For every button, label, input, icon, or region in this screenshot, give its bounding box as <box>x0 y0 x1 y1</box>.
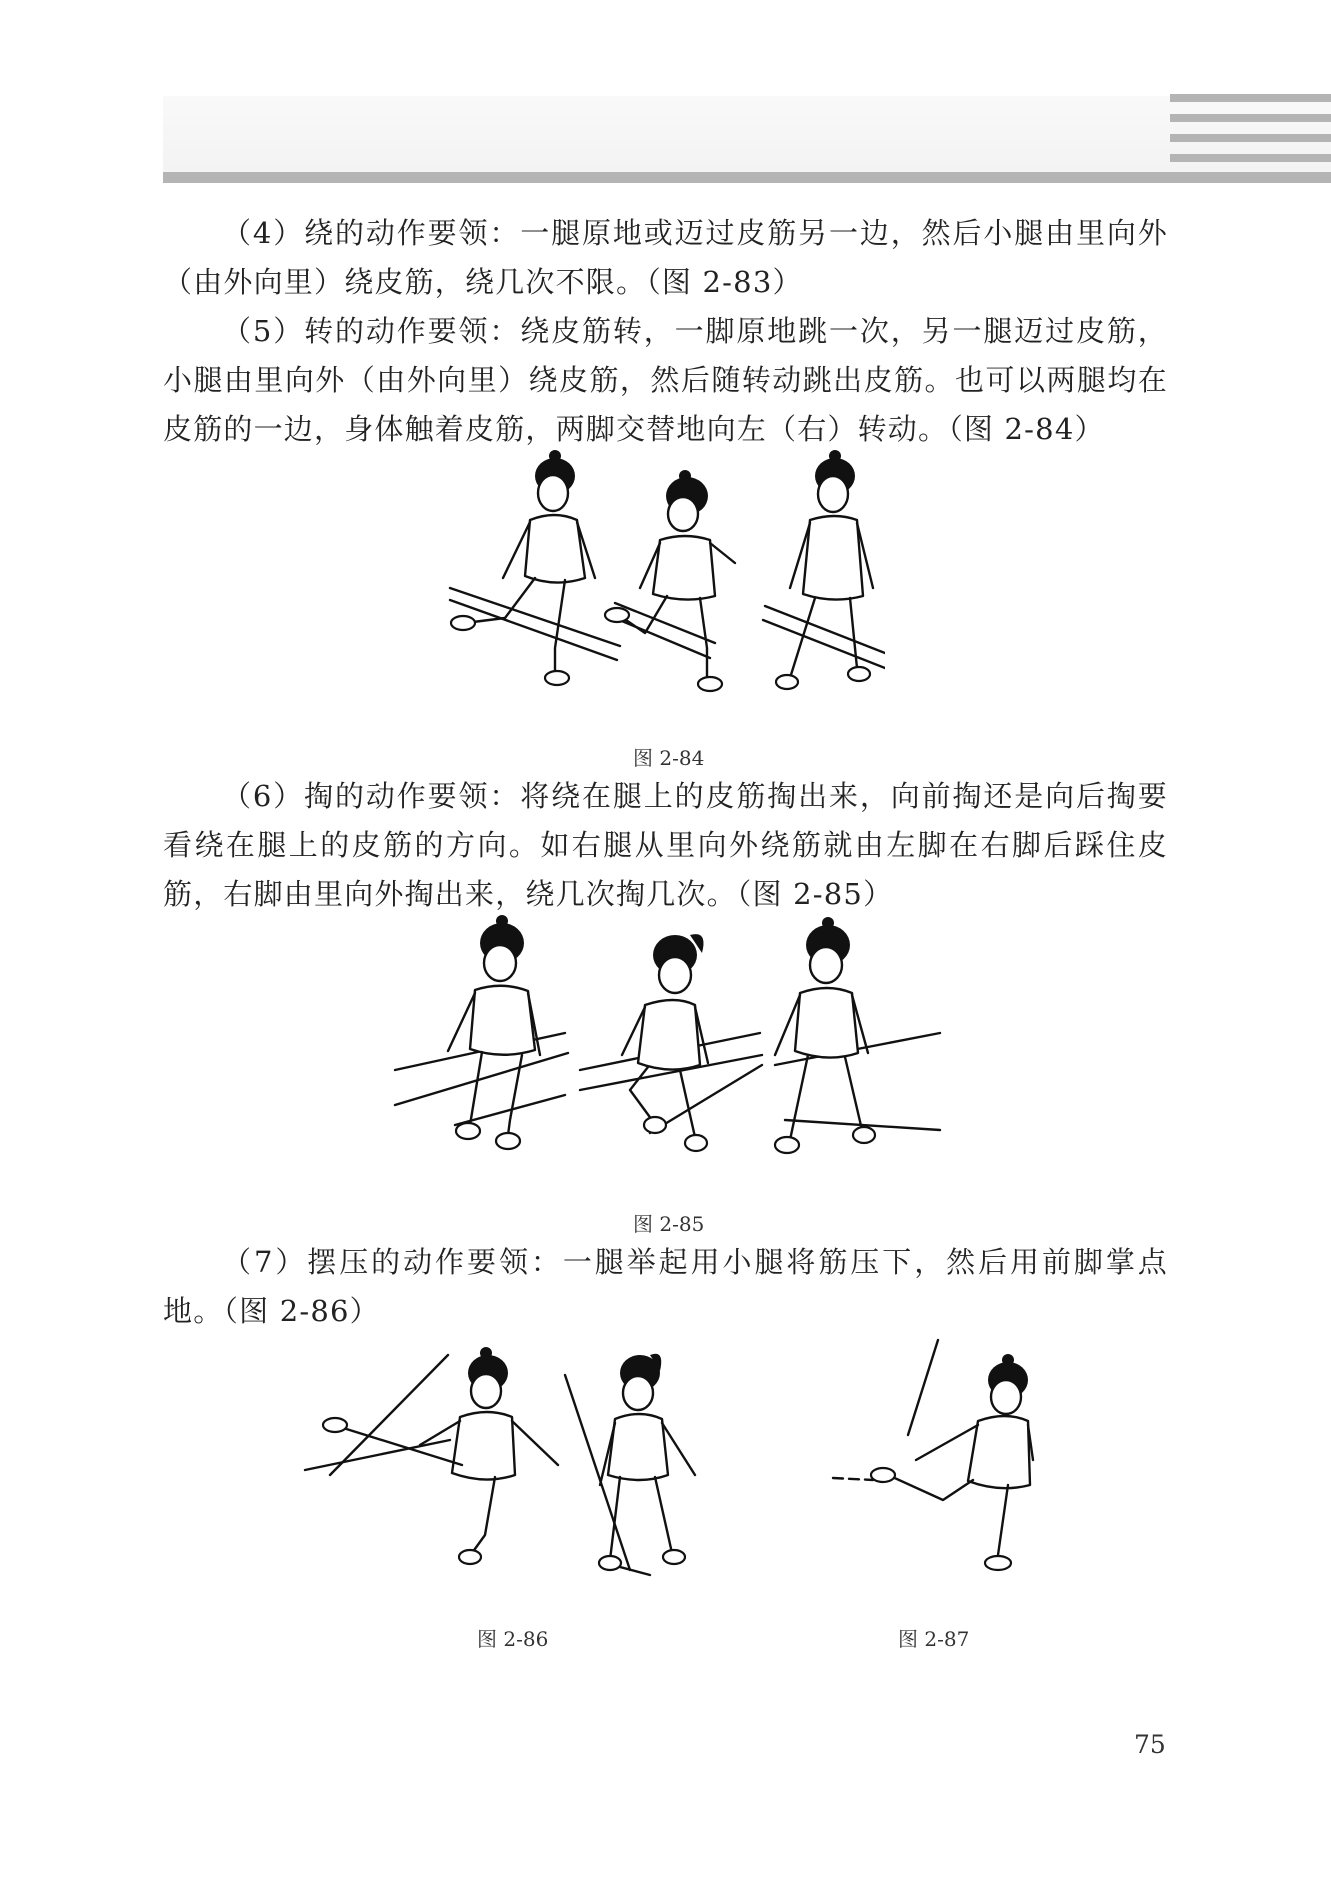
paragraph-wrap-technique: （4）绕的动作要领：一腿原地或迈过皮筋另一边，然后小腿由里向外（由外向里）绕皮筋，绕几次不限。（图 2-83） <box>163 216 1168 299</box>
figure-2-86-caption: 图 2-86 <box>477 1627 549 1651</box>
figure-2-86-illustration <box>300 1335 720 1585</box>
paragraph-swing-press-technique: （7）摆压的动作要领：一腿举起用小腿将筋压下，然后用前脚掌点地。（图 2-86） <box>163 1245 1168 1328</box>
figure-2-85-illustration <box>390 915 950 1165</box>
header-stripe <box>1170 94 1331 102</box>
figure-2-84-caption: 图 2-84 <box>633 746 705 770</box>
figure-2-85-caption: 图 2-85 <box>633 1212 705 1236</box>
header-stripe <box>1170 114 1331 122</box>
header-stripe <box>1170 154 1331 162</box>
running-header-band <box>163 96 1331 182</box>
figure-2-87-illustration <box>828 1335 1038 1585</box>
paragraph-turn-technique: （5）转的动作要领：绕皮筋转，一脚原地跳一次，另一腿迈过皮筋，小腿由里向外（由外向里）绕皮筋，然后随转动跳出皮筋。也可以两腿均在皮筋的一边，身体触着皮筋，两脚交替地向左（右）转动。（图 2-84） <box>163 314 1168 446</box>
page-number: 75 <box>1134 1730 1166 1759</box>
figure-2-84-illustration <box>445 448 885 698</box>
paragraph-pull-technique: （6）掏的动作要领：将绕在腿上的皮筋掏出来，向前掏还是向后掏要看绕在腿上的皮筋的方向。如右腿从里向外绕筋就由左脚在右脚后踩住皮筋，右脚由里向外掏出来，绕几次掏几次。（图 2-85） <box>163 779 1168 911</box>
header-stripe <box>1170 134 1331 142</box>
figure-2-87-caption: 图 2-87 <box>898 1627 970 1651</box>
running-header-rule <box>163 172 1331 183</box>
